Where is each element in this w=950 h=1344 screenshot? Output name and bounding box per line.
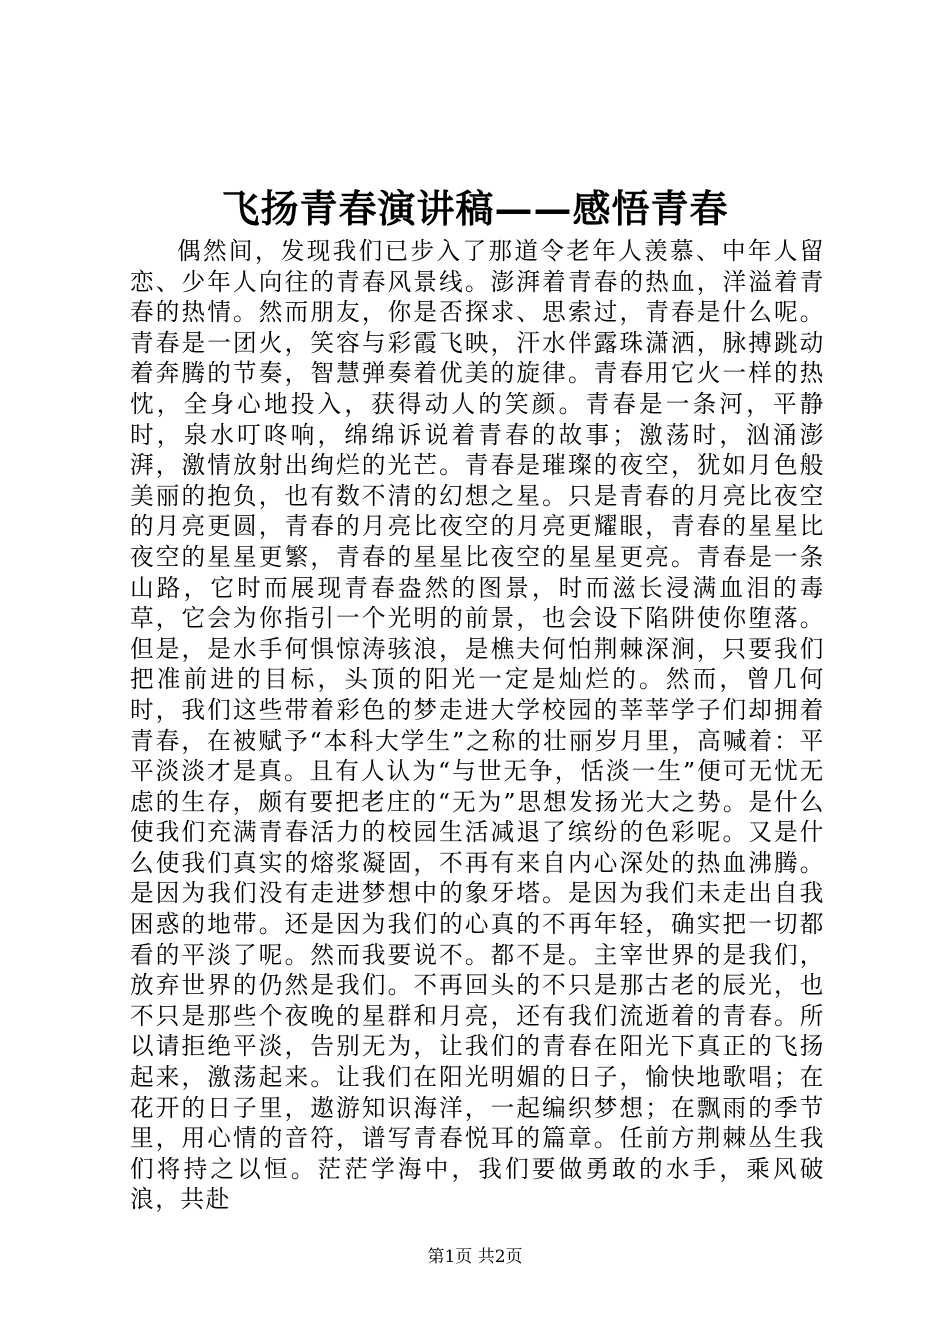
document-title: 飞扬青春演讲稿——感悟青春 xyxy=(221,186,729,231)
page-number-footer: 第1页 共2页 xyxy=(427,1247,523,1267)
document-body-paragraph: 偶然间，发现我们已步入了那道令老年人羡慕、中年人留恋、少年人向往的青春风景线。澎湃着青春的热血，洋溢着青春的热情。然而朋友，你是否探求、思索过，青春是什么呢。青春是一团火，笑容与彩霞飞映，汗水伴露珠潇洒，脉搏跳动着奔腾的节奏，智慧弹奏着优美的旋律。青春用它火一样的热忱，全身心地投入，获得动人的笑颜。青春是一条河，平静时，泉水叮咚响，绵绵诉说着青春的故事；激荡时，汹涌澎湃，激情放射出绚烂的光芒。青春是璀璨的夜空，犹如月色般美丽的抱负，也有数不清的幻想之星。只是青春的月亮比夜空的月亮更圆，青春的月亮比夜空的月亮更耀眼，青春的星星比夜空的星星更繁，青春的星星比夜空的星星更亮。青春是一条山路，它时而展现青春盎然的图景，时而滋长浸满血泪的毒草，它会为你指引一个光明的前景，也会设下陷阱使你堕落。但是，是水手何惧惊涛骇浪，是樵夫何怕荆棘深涧，只要我们把准前进的目标，头顶的阳光一定是灿烂的。然而，曾几何时，我们这些带着彩色的梦走进大学校园的莘莘学子们却拥着青春，在被赋予“本科大学生”之称的壮丽岁月里，高喊着：平平淡淡才是真。且有人认为“与世无争，恬淡一生”便可无忧无虑的生存，颇有要把老庄的“无为”思想发扬光大之势。是什么使我们充满青春活力的校园生活减退了缤纷的色彩呢。又是什么使我们真实的熔浆凝固，不再有来自内心深处的热血沸腾。是因为我们没有走进梦想中的象牙塔。是因为我们未走出自我困惑的地带。还是因为我们的心真的不再年轻，确实把一切都看的平淡了呢。然而我要说不。都不是。主宰世界的是我们，放弃世界的仍然是我们。不再回头的不只是那古老的辰光，也不只是那些个夜晚的星群和月亮，还有我们流逝着的青春。所以请拒绝平淡，告别无为，让我们的青春在阳光下真正的飞扬起来，激荡起来。让我们在阳光明媚的日子，愉快地歌唱；在花开的日子里，遨游知识海洋，一起编织梦想；在飘雨的季节里，用心情的音符，谱写青春悦耳的篇章。任前方荆棘丛生我们将持之以恒。茫茫学海中，我们要做勇敢的水手，乘风破浪，共赴 xyxy=(130,237,825,1214)
